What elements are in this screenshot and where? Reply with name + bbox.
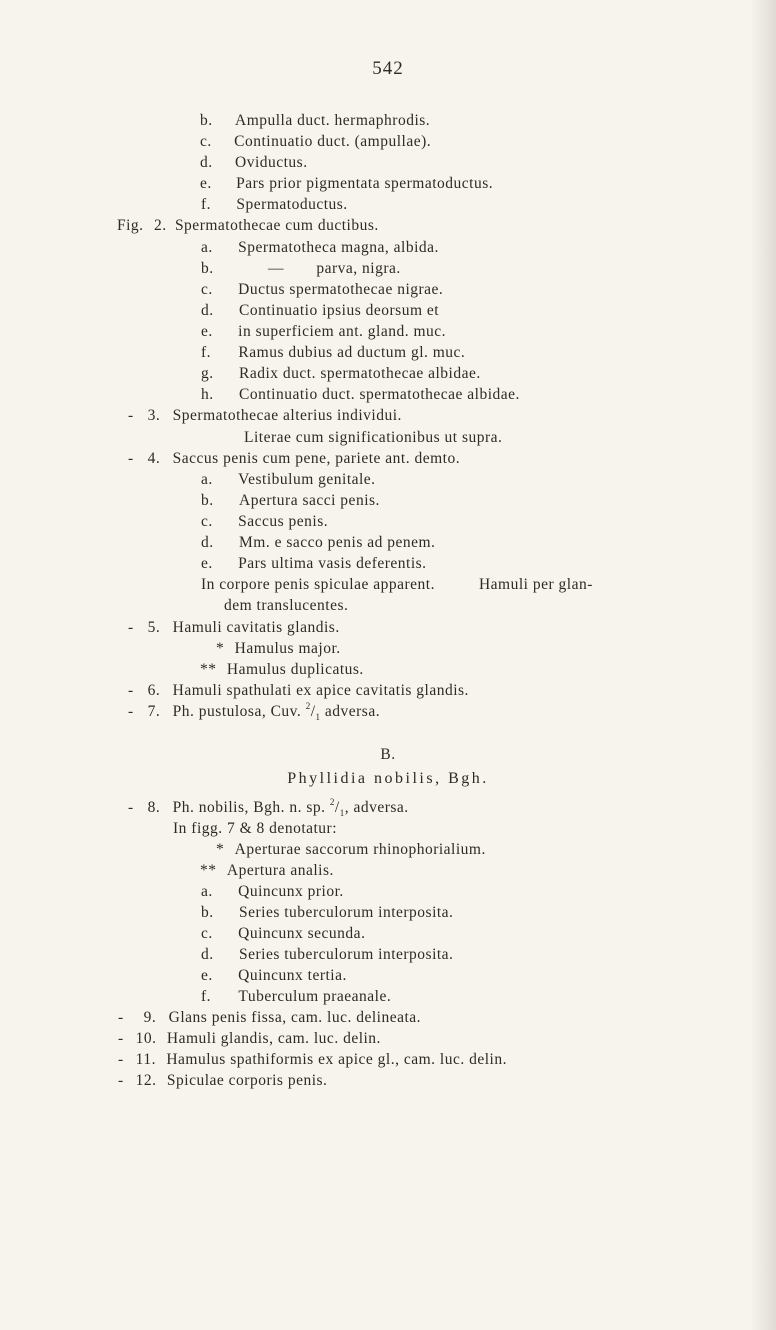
legend-item: h. Continuatio duct. spermatothecae albidae. — [201, 386, 520, 403]
figure-entry: - 8. Ph. nobilis, Bgh. n. sp. $^2/_1$, adversa. — [128, 797, 409, 819]
legend-item: d. Continuatio ipsius deorsum et — [201, 302, 440, 319]
legend-item: a. Quincunx prior. — [201, 883, 344, 900]
legend-item: c. Ductus spermatothecae nigrae. — [201, 281, 444, 298]
figure-note: Literae cum significationibus ut supra. — [244, 429, 503, 446]
legend-item: c. Saccus penis. — [201, 513, 329, 530]
legend-item: d. Series tuberculorum interposita. — [201, 946, 454, 963]
legend-item: g. Radix duct. spermatothecae albidae. — [201, 365, 481, 382]
legend-item: ** Hamulus duplicatus. — [200, 661, 364, 678]
legend-item: e. in superficiem ant. gland. muc. — [201, 323, 447, 340]
legend-item: e. Pars ultima vasis deferentis. — [201, 555, 427, 572]
legend-item: e. Quincunx tertia. — [201, 967, 347, 984]
legend-item: f. Ramus dubius ad ductum gl. muc. — [201, 344, 466, 361]
legend-item: b. Series tuberculorum interposita. — [201, 904, 454, 921]
legend-item: c. Quincunx secunda. — [201, 925, 366, 942]
figure-entry: - 3. Spermatothecae alterius individui. — [128, 407, 402, 424]
figure-entry: - 4. Saccus penis cum pene, pariete ant. demto. — [128, 450, 461, 467]
legend-item: f. Tuberculum praeanale. — [201, 988, 392, 1005]
figure-note: dem translucentes. — [224, 597, 349, 614]
legend-item: ** Apertura analis. — [200, 862, 334, 879]
legend-item: d. Mm. e sacco penis ad penem. — [201, 534, 436, 551]
figure-note: In figg. 7 & 8 denotatur: — [173, 820, 338, 837]
figure-entry: - 12. Spiculae corporis penis. — [118, 1072, 328, 1089]
page-edge-shadow — [750, 0, 776, 1330]
section-letter: B. — [380, 746, 396, 763]
figure-entry: - 9. Glans penis fissa, cam. luc. delineata. — [118, 1009, 422, 1026]
legend-item: f. Spermatoductus. — [201, 196, 348, 213]
legend-item: a. Spermatotheca magna, albida. — [201, 239, 439, 256]
page-number: 542 — [372, 58, 404, 79]
figure-entry: Fig. 2. Spermatothecae cum ductibus. — [117, 217, 379, 234]
figure-entry: - 7. Ph. pustulosa, Cuv. $^2/_1$ adversa. — [128, 701, 381, 723]
figure-entry: - 11. Hamulus spathiformis ex apice gl., cam. luc. delin. — [118, 1051, 507, 1068]
legend-item: * Aperturae saccorum rhinophorialium. — [216, 841, 486, 858]
legend-item: d. Oviductus. — [200, 154, 308, 171]
legend-item: b. Ampulla duct. hermaphrodis. — [200, 112, 431, 129]
figure-entry: - 6. Hamuli spathulati ex apice cavitatis glandis. — [128, 682, 469, 699]
legend-item: b. — parva, nigra. — [201, 260, 401, 277]
figure-entry: - 10. Hamuli glandis, cam. luc. delin. — [118, 1030, 381, 1047]
figure-entry: - 5. Hamuli cavitatis glandis. — [128, 619, 340, 636]
legend-item: b. Apertura sacci penis. — [201, 492, 380, 509]
legend-item: e. Pars prior pigmentata spermatoductus. — [200, 175, 494, 192]
legend-item: a. Vestibulum genitale. — [201, 471, 376, 488]
legend-item: c. Continuatio duct. (ampullae). — [200, 133, 432, 150]
legend-item: * Hamulus major. — [216, 640, 341, 657]
section-title: Phyllidia nobilis, Bgh. — [287, 770, 489, 787]
figure-note: In corpore penis spiculae apparent. Hamuli per glan- — [201, 576, 593, 593]
